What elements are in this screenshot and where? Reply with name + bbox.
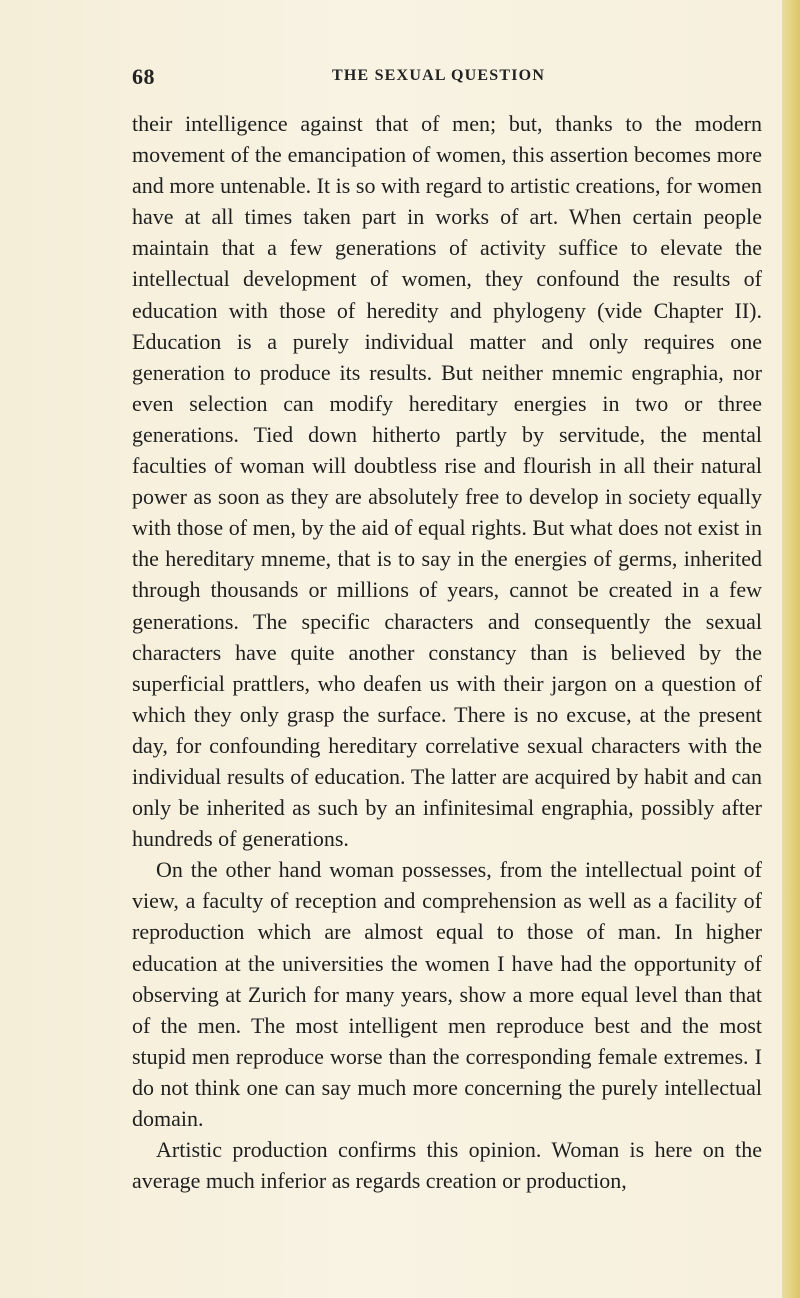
running-title: THE SEXUAL QUESTION — [332, 67, 546, 84]
paragraph-continuation: their intelligence against that of men; but, thanks to the modern movement of the emancipation of women, this assertion becomes more and more untenable. It is so with regard to artistic creations, for women have at all times taken part in works of art. When certain people maintain that a few generations of activity suffice to elevate the intellectual development of women, they confound the results of education with those of heredity and phylogeny (vide Chapter II). Education is a purely individual matter and only requires one generation to produce its results. But neither mnemic engraphia, nor even selection can modify hereditary energies in two or three generations. Tied down hitherto partly by servitude, the mental faculties of woman will doubtless rise and flourish in all their natural power as soon as they are absolutely free to develop in society equally with those of men, by the aid of equal rights. But what does not exist in the hereditary mneme, that is to say in the energies of germs, inherited through thousands or millions of years, cannot be created in a few generations. The specific characters and consequently the sexual characters have quite another constancy than is believed by the superficial prattlers, who deafen us with their jargon on a question of which they only grasp the surface. There is no excuse, at the present day, for confounding hereditary correlative sexual characters with the individual results of education. The latter are acquired by habit and can only be inherited as such by an infinitesimal engraphia, possibly after hundreds of generations. — [132, 111, 762, 852]
page-edge-strip — [782, 0, 800, 1298]
page-number: 68 — [132, 64, 155, 89]
page-header — [132, 64, 762, 94]
body-text — [132, 108, 762, 1196]
paragraph-artistic-production: Artistic production confirms this opinion. Woman is here on the average much inferior as regards creation or production, — [132, 1137, 762, 1194]
paragraph-intellectual-reception: On the other hand woman possesses, from the intellectual point of view, a faculty of reception and comprehension as well as a facility of reproduction which are almost equal to those of man. In higher education at the universities the women I have had the opportunity of observing at Zurich for many years, show a more equal level than that of the men. The most intelligent men reproduce best and the most stupid men reproduce worse than the corresponding female extremes. I do not think one can say much more concerning the purely intellectual domain. — [132, 857, 762, 1131]
